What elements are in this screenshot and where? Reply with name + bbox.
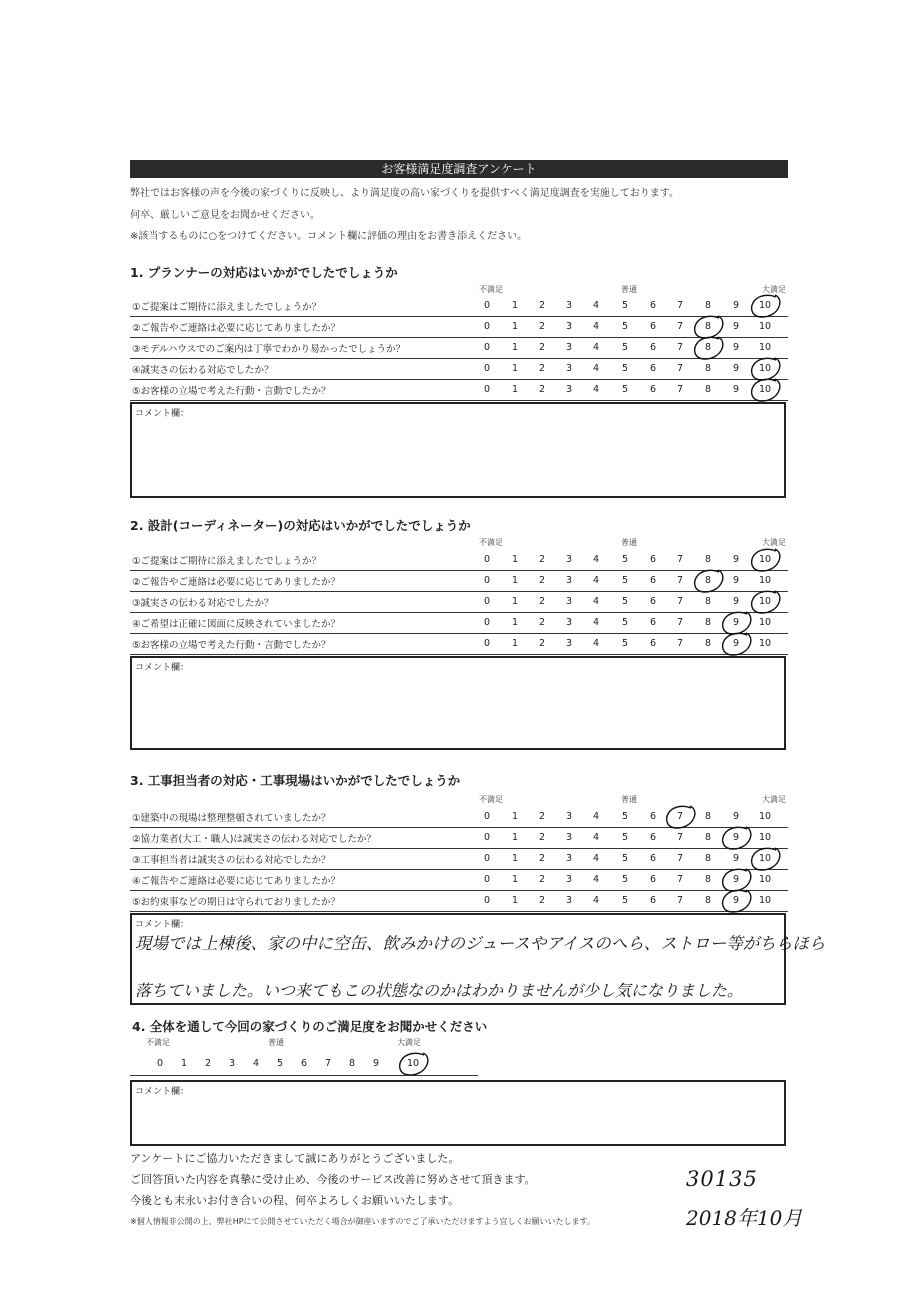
overall-score-option-0[interactable]: 0 (156, 1058, 164, 1069)
question-row (130, 358, 788, 380)
score-option-5[interactable]: 5 (621, 638, 629, 649)
section3-low-label: 不満足 (479, 795, 503, 804)
score-option-10[interactable]: 10 (758, 617, 772, 628)
overall-score-option-10[interactable]: 10 (406, 1058, 420, 1069)
question-text: ④誠実さの伝わる対応でしたか？ (132, 365, 274, 376)
score-option-5[interactable]: 5 (621, 384, 629, 395)
question-row (130, 379, 788, 401)
score-option-8[interactable]: 8 (704, 554, 712, 565)
score-option-9[interactable]: 9 (732, 638, 740, 649)
score-option-0[interactable]: 0 (483, 342, 491, 353)
score-option-8[interactable]: 8 (704, 853, 712, 864)
score-option-6[interactable]: 6 (649, 363, 657, 374)
score-option-9[interactable]: 9 (732, 321, 740, 332)
score-option-4[interactable]: 4 (592, 617, 600, 628)
score-option-1[interactable]: 1 (511, 853, 519, 864)
score-option-0[interactable]: 0 (483, 596, 491, 607)
handwritten-id: 30135 (686, 1167, 758, 1191)
score-option-7[interactable]: 7 (676, 300, 684, 311)
score-option-9[interactable]: 9 (732, 554, 740, 565)
score-option-2[interactable]: 2 (538, 300, 546, 311)
score-option-6[interactable]: 6 (649, 300, 657, 311)
score-option-0[interactable]: 0 (483, 575, 491, 586)
score-option-6[interactable]: 6 (649, 321, 657, 332)
score-option-5[interactable]: 5 (621, 832, 629, 843)
question-text: ②協力業者(大工・職人)は誠実さの伝わる対応でしたか？ (132, 834, 376, 845)
score-option-6[interactable]: 6 (649, 554, 657, 565)
score-option-0[interactable]: 0 (483, 363, 491, 374)
score-option-5[interactable]: 5 (621, 895, 629, 906)
score-option-8[interactable]: 8 (704, 596, 712, 607)
question-text: ③誠実さの伝わる対応でしたか？ (132, 598, 274, 609)
section1-heading: 1. プランナーの対応はいかがでしたでしょうか (130, 265, 398, 280)
score-option-7[interactable]: 7 (676, 384, 684, 395)
question-text: ②ご報告やご連絡は必要に応じてありましたか？ (132, 323, 341, 334)
question-row (130, 848, 788, 870)
score-option-1[interactable]: 1 (511, 363, 519, 374)
score-option-6[interactable]: 6 (649, 832, 657, 843)
section3-high-label: 大満足 (762, 795, 786, 804)
score-option-3[interactable]: 3 (565, 342, 573, 353)
score-option-10[interactable]: 10 (758, 874, 772, 885)
score-option-4[interactable]: 4 (592, 853, 600, 864)
score-option-8[interactable]: 8 (704, 321, 712, 332)
score-option-5[interactable]: 5 (621, 554, 629, 565)
score-option-2[interactable]: 2 (538, 596, 546, 607)
score-option-7[interactable]: 7 (676, 342, 684, 353)
section4-divider (130, 1075, 478, 1076)
score-option-8[interactable]: 8 (704, 363, 712, 374)
score-option-6[interactable]: 6 (649, 342, 657, 353)
score-option-0[interactable]: 0 (483, 300, 491, 311)
score-option-10[interactable]: 10 (758, 596, 772, 607)
score-option-5[interactable]: 5 (621, 321, 629, 332)
score-option-3[interactable]: 3 (565, 554, 573, 565)
score-option-6[interactable]: 6 (649, 638, 657, 649)
score-option-0[interactable]: 0 (483, 554, 491, 565)
answer-circle-mark (745, 375, 785, 405)
score-option-7[interactable]: 7 (676, 554, 684, 565)
question-text: ⑤お客様の立場で考えた行動・言動でしたか？ (132, 386, 331, 397)
score-option-0[interactable]: 0 (483, 321, 491, 332)
intro-line-3: ※該当するものに○をつけてください。コメント欄に評価の理由をお書き添えください。 (130, 231, 528, 242)
section2-comment-box[interactable] (130, 656, 786, 750)
score-option-9[interactable]: 9 (732, 342, 740, 353)
section2-high-label: 大満足 (762, 538, 786, 547)
section4-comment-box (130, 1080, 786, 1146)
question-row (130, 869, 788, 891)
score-option-1[interactable]: 1 (511, 811, 519, 822)
score-option-3[interactable]: 3 (565, 874, 573, 885)
score-option-0[interactable]: 0 (483, 617, 491, 628)
score-option-1[interactable]: 1 (511, 617, 519, 628)
score-option-8[interactable]: 8 (704, 638, 712, 649)
score-option-7[interactable]: 7 (676, 617, 684, 628)
score-option-6[interactable]: 6 (649, 617, 657, 628)
score-option-2[interactable]: 2 (538, 853, 546, 864)
overall-score-option-1[interactable]: 1 (180, 1058, 188, 1069)
question-text: ③モデルハウスでのご案内は丁寧でわかり易かったでしょうか？ (132, 344, 406, 355)
score-option-1[interactable]: 1 (511, 554, 519, 565)
score-option-3[interactable]: 3 (565, 300, 573, 311)
score-option-3[interactable]: 3 (565, 895, 573, 906)
score-option-2[interactable]: 2 (538, 811, 546, 822)
score-option-2[interactable]: 2 (538, 342, 546, 353)
score-option-7[interactable]: 7 (676, 874, 684, 885)
handwritten-date: 2018年10月 (686, 1206, 803, 1230)
score-option-2[interactable]: 2 (538, 363, 546, 374)
overall-score-option-7[interactable]: 7 (324, 1058, 332, 1069)
score-option-9[interactable]: 9 (732, 363, 740, 374)
score-option-9[interactable]: 9 (732, 575, 740, 586)
score-option-5[interactable]: 5 (621, 811, 629, 822)
comment-label: コメント欄： (135, 409, 190, 419)
footer-line-1: アンケートにご協力いただきまして誠にありがとうございました。 (130, 1152, 460, 1165)
score-option-0[interactable]: 0 (483, 811, 491, 822)
score-option-6[interactable]: 6 (649, 853, 657, 864)
score-option-8[interactable]: 8 (704, 832, 712, 843)
footer-line-2: ご回答頂いた内容を真摯に受け止め、今後のサービス改善に努めさせて頂きます。 (130, 1173, 536, 1186)
score-option-2[interactable]: 2 (538, 617, 546, 628)
score-option-6[interactable]: 6 (649, 874, 657, 885)
section2-mid-label: 普通 (621, 538, 637, 547)
overall-score-option-5[interactable]: 5 (276, 1058, 284, 1069)
section3-comment-line-1: 現場では上棟後、家の中に空缶、飲みかけのジュースやアイスのへら、ストロー等がちらほら (135, 934, 826, 953)
privacy-note: ※個人情報非公開の上、弊社HPにて公開させていただく場合が御座いますのでご了承いただけますよう宜しくお願いいたします。 (130, 1217, 595, 1226)
score-option-5[interactable]: 5 (621, 342, 629, 353)
survey-title: お客様満足度調査アンケート (130, 160, 788, 178)
score-option-10[interactable]: 10 (758, 853, 772, 864)
score-option-4[interactable]: 4 (592, 321, 600, 332)
score-option-10[interactable]: 10 (758, 342, 772, 353)
comment-label: コメント欄： (135, 663, 190, 673)
section1-comment-box[interactable] (130, 402, 786, 498)
score-option-9[interactable]: 9 (732, 853, 740, 864)
score-option-7[interactable]: 7 (676, 596, 684, 607)
score-option-2[interactable]: 2 (538, 895, 546, 906)
score-option-9[interactable]: 9 (732, 874, 740, 885)
score-option-4[interactable]: 4 (592, 384, 600, 395)
score-option-1[interactable]: 1 (511, 575, 519, 586)
score-option-1[interactable]: 1 (511, 874, 519, 885)
question-row (130, 591, 788, 613)
score-option-1[interactable]: 1 (511, 895, 519, 906)
score-option-7[interactable]: 7 (676, 895, 684, 906)
score-option-10[interactable]: 10 (758, 575, 772, 586)
score-option-3[interactable]: 3 (565, 811, 573, 822)
question-text: ④ご希望は正確に図面に反映されていましたか？ (132, 619, 341, 630)
question-text: ④ご報告やご連絡は必要に応じてありましたか？ (132, 876, 341, 887)
score-option-9[interactable]: 9 (732, 617, 740, 628)
score-option-9[interactable]: 9 (732, 300, 740, 311)
score-option-5[interactable]: 5 (621, 853, 629, 864)
answer-circle-mark (716, 886, 756, 916)
overall-score-option-3[interactable]: 3 (228, 1058, 236, 1069)
score-option-2[interactable]: 2 (538, 874, 546, 885)
score-option-8[interactable]: 8 (704, 811, 712, 822)
intro-line-2: 何卒、厳しいご意見をお聞かせください。 (130, 210, 320, 221)
score-option-3[interactable]: 3 (565, 384, 573, 395)
score-option-6[interactable]: 6 (649, 575, 657, 586)
score-option-3[interactable]: 3 (565, 321, 573, 332)
score-option-0[interactable]: 0 (483, 832, 491, 843)
section4-high-label: 大満足 (397, 1038, 421, 1047)
section3-comment-line-2: 落ちていました。いつ来てもこの状態なのかはわかりませんが少し気になりました。 (135, 981, 743, 1000)
question-row (130, 827, 788, 849)
score-option-7[interactable]: 7 (676, 638, 684, 649)
score-option-7[interactable]: 7 (676, 853, 684, 864)
score-option-0[interactable]: 0 (483, 638, 491, 649)
score-option-4[interactable]: 4 (592, 300, 600, 311)
score-option-7[interactable]: 7 (676, 811, 684, 822)
score-option-6[interactable]: 6 (649, 384, 657, 395)
score-option-2[interactable]: 2 (538, 832, 546, 843)
score-option-5[interactable]: 5 (621, 617, 629, 628)
score-option-0[interactable]: 0 (483, 874, 491, 885)
score-option-3[interactable]: 3 (565, 575, 573, 586)
question-row (130, 890, 788, 912)
score-option-3[interactable]: 3 (565, 832, 573, 843)
score-option-2[interactable]: 2 (538, 575, 546, 586)
score-option-0[interactable]: 0 (483, 895, 491, 906)
score-option-4[interactable]: 4 (592, 554, 600, 565)
score-option-7[interactable]: 7 (676, 832, 684, 843)
score-option-4[interactable]: 4 (592, 832, 600, 843)
answer-circle-mark (716, 629, 756, 659)
score-option-2[interactable]: 2 (538, 321, 546, 332)
score-option-10[interactable]: 10 (758, 811, 772, 822)
score-option-0[interactable]: 0 (483, 384, 491, 395)
score-option-1[interactable]: 1 (511, 300, 519, 311)
score-option-3[interactable]: 3 (565, 596, 573, 607)
score-option-8[interactable]: 8 (704, 617, 712, 628)
overall-score-option-9[interactable]: 9 (372, 1058, 380, 1069)
score-option-6[interactable]: 6 (649, 596, 657, 607)
score-option-4[interactable]: 4 (592, 363, 600, 374)
score-option-10[interactable]: 10 (758, 895, 772, 906)
score-option-1[interactable]: 1 (511, 638, 519, 649)
section1-high-label: 大満足 (762, 285, 786, 294)
overall-score-option-6[interactable]: 6 (300, 1058, 308, 1069)
score-option-8[interactable]: 8 (704, 300, 712, 311)
section4-mid-label: 普通 (268, 1038, 284, 1047)
score-option-8[interactable]: 8 (704, 384, 712, 395)
section2-low-label: 不満足 (479, 538, 503, 547)
score-option-1[interactable]: 1 (511, 321, 519, 332)
question-text: ⑤お客様の立場で考えた行動・言動でしたか？ (132, 640, 331, 651)
score-option-8[interactable]: 8 (704, 575, 712, 586)
overall-score-option-4[interactable]: 4 (252, 1058, 260, 1069)
score-option-10[interactable]: 10 (758, 638, 772, 649)
score-option-2[interactable]: 2 (538, 384, 546, 395)
score-option-5[interactable]: 5 (621, 575, 629, 586)
question-text: ①建築中の現場は整理整頓されていましたか？ (132, 813, 331, 824)
score-option-5[interactable]: 5 (621, 300, 629, 311)
score-option-9[interactable]: 9 (732, 895, 740, 906)
section3-mid-label: 普通 (621, 795, 637, 804)
footer-line-3: 今後とも末永いお付き合いの程、何卒よろしくお願いいたします。 (130, 1194, 460, 1207)
score-option-9[interactable]: 9 (732, 384, 740, 395)
score-option-10[interactable]: 10 (758, 832, 772, 843)
score-option-0[interactable]: 0 (483, 853, 491, 864)
score-option-2[interactable]: 2 (538, 638, 546, 649)
score-option-1[interactable]: 1 (511, 832, 519, 843)
question-text: ①ご提案はご期待に添えましたでしょうか？ (132, 556, 322, 567)
overall-score-option-8[interactable]: 8 (348, 1058, 356, 1069)
score-option-4[interactable]: 4 (592, 575, 600, 586)
score-option-10[interactable]: 10 (758, 554, 772, 565)
section1-mid-label: 普通 (621, 285, 637, 294)
section2-heading: 2. 設計(コーディネーター)の対応はいかがでしたでしょうか (130, 518, 471, 533)
score-option-9[interactable]: 9 (732, 811, 740, 822)
section4-comment-label: コメント欄： (135, 1087, 190, 1097)
score-option-9[interactable]: 9 (732, 596, 740, 607)
score-option-2[interactable]: 2 (538, 554, 546, 565)
question-row (130, 633, 788, 655)
score-option-3[interactable]: 3 (565, 363, 573, 374)
score-option-4[interactable]: 4 (592, 342, 600, 353)
overall-score-option-2[interactable]: 2 (204, 1058, 212, 1069)
score-option-10[interactable]: 10 (758, 321, 772, 332)
score-option-4[interactable]: 4 (592, 811, 600, 822)
score-option-5[interactable]: 5 (621, 874, 629, 885)
score-option-9[interactable]: 9 (732, 832, 740, 843)
score-option-3[interactable]: 3 (565, 638, 573, 649)
score-option-8[interactable]: 8 (704, 342, 712, 353)
section1-low-label: 不満足 (479, 285, 503, 294)
question-text: ②ご報告やご連絡は必要に応じてありましたか？ (132, 577, 341, 588)
score-option-10[interactable]: 10 (758, 384, 772, 395)
question-text: ⑤お約束事などの期日は守られておりましたか？ (132, 897, 341, 908)
score-option-8[interactable]: 8 (704, 874, 712, 885)
score-option-4[interactable]: 4 (592, 895, 600, 906)
score-option-4[interactable]: 4 (592, 638, 600, 649)
score-option-1[interactable]: 1 (511, 384, 519, 395)
section4-low-label: 不満足 (146, 1038, 170, 1047)
section3-heading: 3. 工事担当者の対応・工事現場はいかがでしたでしょうか (130, 773, 461, 788)
question-row (130, 612, 788, 634)
score-option-8[interactable]: 8 (704, 895, 712, 906)
score-option-4[interactable]: 4 (592, 596, 600, 607)
score-option-5[interactable]: 5 (621, 596, 629, 607)
score-option-6[interactable]: 6 (649, 811, 657, 822)
score-option-7[interactable]: 7 (676, 321, 684, 332)
score-option-1[interactable]: 1 (511, 342, 519, 353)
score-option-3[interactable]: 3 (565, 853, 573, 864)
score-option-6[interactable]: 6 (649, 895, 657, 906)
comment-label: コメント欄： (135, 920, 190, 930)
score-option-1[interactable]: 1 (511, 596, 519, 607)
score-option-3[interactable]: 3 (565, 617, 573, 628)
score-option-10[interactable]: 10 (758, 363, 772, 374)
section4-heading: 4. 全体を通して今回の家づくりのご満足度をお聞かせください (132, 1019, 488, 1034)
intro-line-1: 弊社ではお客様の声を今後の家づくりに反映し、より満足度の高い家づくりを提供すべく満足度調査を実施しております。 (130, 188, 679, 199)
question-text: ③工事担当者は誠実さの伝わる対応でしたか？ (132, 855, 331, 866)
question-text: ①ご提案はご期待に添えましたでしょうか？ (132, 302, 322, 313)
score-option-7[interactable]: 7 (676, 575, 684, 586)
score-option-10[interactable]: 10 (758, 300, 772, 311)
score-option-4[interactable]: 4 (592, 874, 600, 885)
score-option-7[interactable]: 7 (676, 363, 684, 374)
score-option-5[interactable]: 5 (621, 363, 629, 374)
